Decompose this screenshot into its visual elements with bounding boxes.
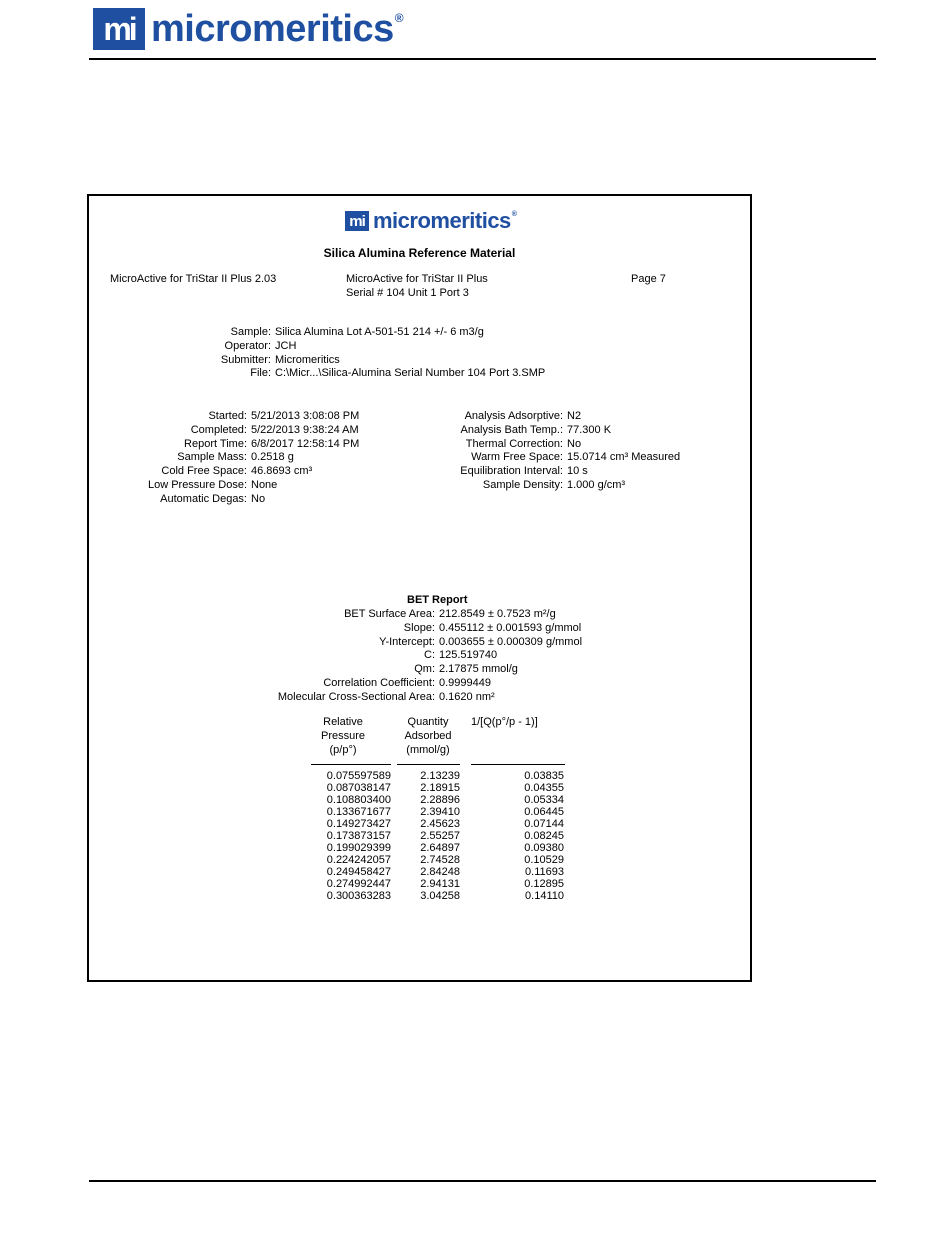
field-value: 2.17875 mmol/g bbox=[439, 663, 518, 676]
sample-info bbox=[89, 326, 545, 381]
field-label: Equilibration Interval: bbox=[460, 465, 563, 478]
instrument-serial: Serial # 104 Unit 1 Port 3 bbox=[346, 287, 469, 299]
field-value: 0.455112 ± 0.001593 g/mmol bbox=[439, 621, 582, 634]
field-value: 77.300 K bbox=[567, 423, 612, 436]
header-underline bbox=[397, 764, 460, 765]
table-cell: 0.05334 bbox=[524, 794, 564, 806]
field-label: Cold Free Space: bbox=[161, 465, 247, 478]
table-cell: 0.274992447 bbox=[326, 878, 391, 890]
info-row bbox=[89, 410, 680, 424]
table-cell: 0.087038147 bbox=[326, 782, 391, 794]
info-row bbox=[89, 677, 582, 691]
table-cell: 0.07144 bbox=[524, 818, 564, 830]
field-value: 15.0714 cm³ Measured bbox=[567, 451, 681, 464]
field-value: 5/21/2013 3:08:08 PM bbox=[251, 410, 360, 422]
table-row bbox=[311, 878, 564, 890]
column-header-line: Adsorbed bbox=[404, 729, 452, 742]
info-row bbox=[89, 438, 680, 452]
column-header-line: 1/[Q(p°/p - 1)] bbox=[471, 716, 538, 728]
field-value: 5/22/2013 9:38:24 AM bbox=[251, 423, 359, 436]
table-row bbox=[311, 842, 564, 854]
header-underline bbox=[471, 764, 565, 765]
table-row bbox=[311, 782, 564, 794]
field-value: 10 s bbox=[567, 465, 588, 478]
column-header-line: Relative bbox=[323, 716, 363, 728]
field-value: 0.2518 g bbox=[251, 451, 294, 464]
table-row bbox=[311, 866, 564, 878]
table-cell: 0.133671677 bbox=[326, 806, 391, 818]
field-value: 125.519740 bbox=[439, 649, 498, 662]
table-cell: 2.84248 bbox=[420, 866, 460, 878]
table-cell: 0.149273427 bbox=[326, 818, 391, 830]
info-row bbox=[89, 649, 582, 663]
table-cell: 0.075597589 bbox=[326, 770, 391, 782]
table-cell: 0.14110 bbox=[525, 890, 564, 902]
info-row bbox=[89, 367, 545, 381]
field-value: Silica Alumina Lot A-501-51 214 +/- 6 m3/g bbox=[275, 326, 484, 338]
field-label: Sample: bbox=[230, 326, 271, 338]
bet-results bbox=[89, 608, 582, 705]
mi-logo-icon: mi bbox=[345, 211, 369, 231]
field-label: Correlation Coefficient: bbox=[323, 676, 435, 689]
table-cell: 0.03835 bbox=[524, 770, 564, 782]
field-value: 0.1620 nm² bbox=[439, 690, 495, 703]
field-label: Sample Mass: bbox=[177, 451, 247, 464]
table-row bbox=[311, 794, 564, 806]
table-cell: 2.45623 bbox=[420, 818, 460, 830]
table-row bbox=[311, 770, 564, 782]
software-version: MicroActive for TriStar II Plus 2.03 bbox=[110, 273, 277, 285]
field-value: C:\Micr...\Silica-Alumina Serial Number 104 Port 3.SMP bbox=[275, 367, 546, 380]
field-value: None bbox=[251, 478, 278, 491]
field-value: JCH bbox=[275, 339, 297, 352]
table-cell: 0.12895 bbox=[524, 878, 564, 890]
field-value: 46.8693 cm³ bbox=[251, 465, 313, 478]
field-label: Qm: bbox=[414, 663, 435, 676]
table-cell: 2.18915 bbox=[420, 782, 460, 794]
table-cell: 2.28896 bbox=[420, 794, 460, 806]
column-header-line: (p/p°) bbox=[329, 743, 357, 756]
report-title: Silica Alumina Reference Material bbox=[323, 246, 516, 260]
table-cell: 3.04258 bbox=[420, 890, 460, 902]
info-row bbox=[89, 326, 545, 340]
table-row bbox=[311, 830, 564, 842]
table-cell: 0.173873157 bbox=[326, 830, 391, 842]
field-label: Report Time: bbox=[184, 437, 247, 450]
field-value: No bbox=[567, 437, 582, 450]
table-cell: 0.10529 bbox=[524, 854, 564, 866]
field-value: 1.000 g/cm³ bbox=[567, 478, 626, 491]
table-cell: 2.74528 bbox=[420, 854, 460, 866]
info-row bbox=[89, 479, 680, 493]
info-row bbox=[89, 451, 680, 465]
logo-wordmark: micromeritics® bbox=[151, 8, 404, 50]
info-row bbox=[89, 340, 545, 354]
table-cell: 0.108803400 bbox=[326, 794, 391, 806]
column-header-line: (mmol/g) bbox=[406, 743, 450, 756]
info-row bbox=[89, 663, 582, 677]
micromeritics-logo bbox=[93, 6, 403, 52]
field-label: File: bbox=[250, 367, 271, 380]
info-row bbox=[89, 622, 582, 636]
mi-logo-icon: mi bbox=[93, 8, 145, 50]
bet-table-body bbox=[311, 770, 564, 902]
table-cell: 2.13239 bbox=[420, 770, 460, 782]
table-cell: 0.04355 bbox=[524, 782, 564, 794]
field-label: Y-Intercept: bbox=[379, 635, 435, 648]
table-cell: 2.94131 bbox=[420, 878, 460, 890]
table-cell: 0.224242057 bbox=[326, 854, 391, 866]
info-row bbox=[89, 465, 680, 479]
table-cell: 0.249458427 bbox=[326, 866, 391, 878]
field-label: BET Surface Area: bbox=[344, 608, 435, 620]
table-cell: 2.64897 bbox=[420, 842, 460, 854]
table-cell: 2.55257 bbox=[420, 830, 460, 842]
table-row bbox=[311, 854, 564, 866]
field-label: Warm Free Space: bbox=[471, 451, 563, 464]
field-label: Analysis Adsorptive: bbox=[464, 410, 563, 422]
table-cell: 0.11693 bbox=[525, 866, 564, 878]
column-header-bet-transform bbox=[471, 716, 571, 730]
column-header-relative-pressure bbox=[311, 716, 375, 757]
field-value: 6/8/2017 12:58:14 PM bbox=[251, 437, 360, 450]
field-label: Completed: bbox=[190, 423, 247, 436]
field-value: 212.8549 ± 0.7523 m²/g bbox=[439, 608, 556, 620]
footer-divider bbox=[89, 1180, 876, 1182]
table-cell: 0.300363283 bbox=[326, 890, 391, 902]
field-value: No bbox=[251, 492, 266, 505]
report-screenshot bbox=[87, 194, 752, 982]
field-value: N2 bbox=[567, 410, 582, 422]
info-row bbox=[89, 493, 359, 507]
table-row bbox=[311, 818, 564, 830]
header-underline bbox=[311, 764, 391, 765]
field-label: Sample Density: bbox=[482, 478, 563, 491]
run-parameters-right bbox=[89, 410, 680, 493]
field-label: Thermal Correction: bbox=[465, 437, 563, 450]
field-label: Operator: bbox=[224, 339, 271, 352]
table-cell: 0.199029399 bbox=[326, 842, 391, 854]
field-value: 0.9999449 bbox=[439, 676, 491, 689]
report-logo-wordmark: micromeritics® bbox=[373, 208, 517, 233]
info-row bbox=[89, 608, 582, 622]
field-value: Micromeritics bbox=[275, 353, 340, 366]
table-cell: 0.08245 bbox=[524, 830, 564, 842]
info-row bbox=[89, 354, 545, 368]
field-label: Analysis Bath Temp.: bbox=[460, 423, 563, 436]
table-row bbox=[311, 890, 564, 902]
field-label: C: bbox=[424, 649, 435, 662]
table-cell: 2.39410 bbox=[420, 806, 460, 818]
field-value: 0.003655 ± 0.000309 g/mmol bbox=[439, 635, 583, 648]
bet-heading: BET Report bbox=[407, 594, 468, 606]
header-divider bbox=[89, 58, 876, 60]
page-number: Page 7 bbox=[631, 273, 666, 285]
table-cell: 0.06445 bbox=[524, 806, 564, 818]
field-label: Submitter: bbox=[220, 353, 271, 366]
field-label: Slope: bbox=[403, 621, 435, 634]
info-row bbox=[89, 636, 582, 650]
column-header-line: Pressure bbox=[320, 729, 366, 742]
field-label: Started: bbox=[208, 410, 247, 422]
column-header-quantity-adsorbed bbox=[397, 716, 459, 757]
table-row bbox=[311, 806, 564, 818]
instrument-name: MicroActive for TriStar II Plus bbox=[346, 273, 488, 285]
info-row bbox=[89, 691, 582, 705]
info-row bbox=[89, 424, 680, 438]
column-header-line: Quantity bbox=[407, 716, 449, 728]
report-logo bbox=[345, 210, 516, 232]
field-label: Low Pressure Dose: bbox=[147, 478, 247, 491]
field-label: Automatic Degas: bbox=[160, 492, 247, 505]
field-label: Molecular Cross-Sectional Area: bbox=[277, 690, 435, 703]
table-cell: 0.09380 bbox=[524, 842, 564, 854]
